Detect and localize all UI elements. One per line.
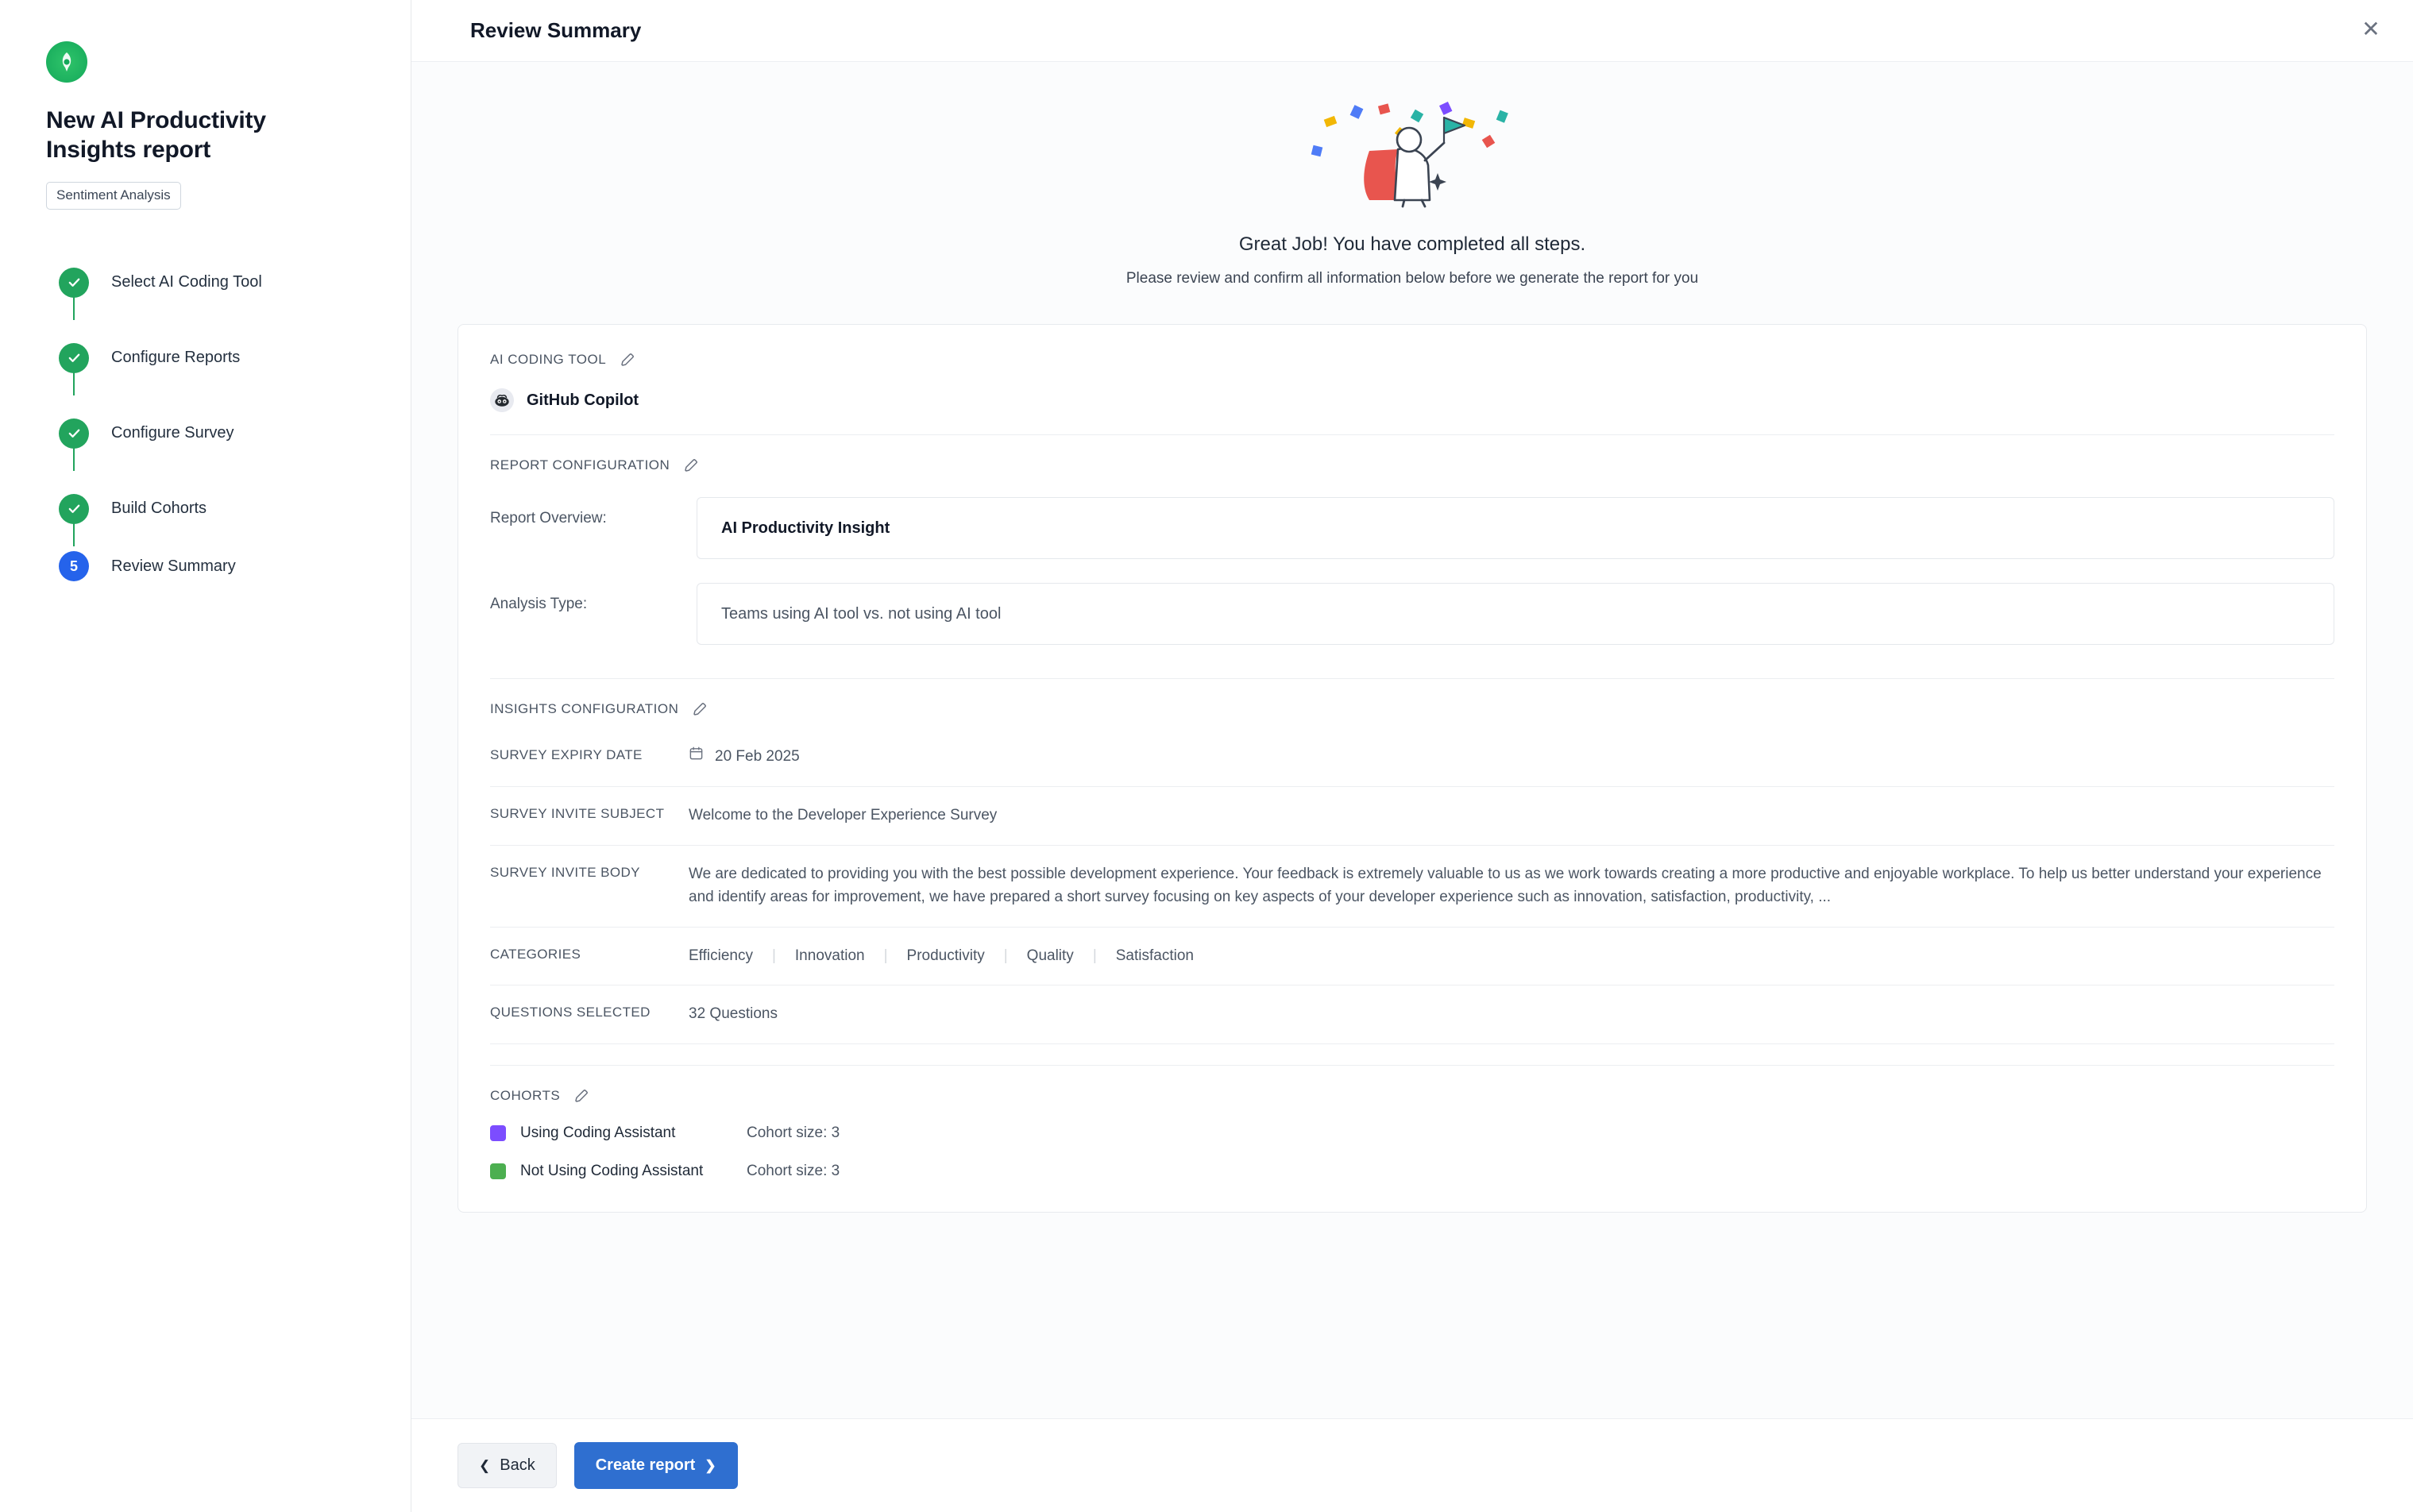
- sidebar-step-build-cohorts[interactable]: [59, 471, 369, 546]
- pencil-icon[interactable]: [692, 701, 708, 717]
- divider: [490, 1065, 2334, 1066]
- close-icon[interactable]: ✕: [2357, 16, 2384, 43]
- survey-invite-subject-row: [490, 787, 2334, 846]
- cohort-size: Cohort size: 3: [747, 1124, 840, 1142]
- sidebar-step-configure-survey[interactable]: [59, 395, 369, 471]
- leaf-logo-icon: [46, 41, 87, 83]
- completion-hero: [411, 62, 2413, 295]
- back-button-label: Back: [500, 1456, 535, 1474]
- divider: |: [1092, 947, 1097, 964]
- category-chip: Productivity: [906, 947, 985, 964]
- insights-configuration-section: [490, 701, 2334, 1066]
- row-key: SURVEY EXPIRY DATE: [490, 747, 643, 762]
- questions-selected-value: 32 Questions: [689, 1005, 778, 1023]
- status-badge: Sentiment Analysis: [46, 182, 181, 210]
- questions-selected-row: [490, 986, 2334, 1044]
- section-label: INSIGHTS CONFIGURATION: [490, 701, 679, 716]
- cohort-size: Cohort size: 3: [747, 1163, 840, 1180]
- report-configuration-section: [490, 457, 2334, 679]
- step-list: [59, 245, 369, 586]
- category-chip: Efficiency: [689, 947, 753, 964]
- field-label: Analysis Type:: [490, 596, 588, 612]
- step-check-icon: [59, 268, 89, 298]
- celebration-illustration: [411, 100, 2413, 210]
- field-label: Report Overview:: [490, 510, 607, 526]
- review-summary-card: [458, 324, 2367, 1213]
- create-report-button-label: Create report: [595, 1456, 696, 1474]
- cohort-item: [490, 1163, 2334, 1180]
- hero-subheading: Please review and confirm all information below before we generate the report for you: [1125, 270, 1699, 287]
- create-report-button[interactable]: [574, 1442, 738, 1489]
- wizard-footer: [411, 1418, 2413, 1512]
- divider: [490, 678, 2334, 679]
- report-overview-row: [490, 497, 2334, 559]
- divider: [490, 434, 2334, 435]
- row-value: [689, 746, 2334, 769]
- ai-coding-tool-section: [490, 352, 2334, 435]
- selected-tool-row: [490, 388, 2334, 412]
- step-number: 5: [59, 551, 89, 581]
- step-label: Review Summary: [111, 557, 236, 575]
- step-check-icon: [59, 418, 89, 449]
- step-label: Configure Survey: [111, 424, 234, 442]
- sidebar-step-configure-reports[interactable]: [59, 320, 369, 395]
- divider: |: [771, 947, 776, 964]
- chevron-left-icon: ❮: [479, 1458, 491, 1473]
- cohort-item: [490, 1124, 2334, 1142]
- row-key: SURVEY INVITE SUBJECT: [490, 805, 665, 821]
- categories-list: [689, 945, 2334, 968]
- row-key: QUESTIONS SELECTED: [490, 1005, 651, 1020]
- main-title: Review Summary: [470, 18, 642, 42]
- section-label: COHORTS: [490, 1088, 561, 1104]
- step-label: Select AI Coding Tool: [111, 273, 262, 291]
- github-copilot-icon: [490, 388, 514, 412]
- calendar-icon: [689, 746, 704, 769]
- survey-expiry-date-value: 20 Feb 2025: [715, 748, 800, 765]
- page-title: New AI Productivity Insights report: [46, 107, 266, 163]
- analysis-type-value: Teams using AI tool vs. not using AI tool: [697, 583, 2334, 645]
- categories-row: [490, 928, 2334, 986]
- step-label: Configure Reports: [111, 349, 241, 367]
- cohort-name: Using Coding Assistant: [520, 1124, 676, 1142]
- step-check-icon: [59, 343, 89, 373]
- divider: |: [1003, 947, 1008, 964]
- divider: |: [883, 947, 888, 964]
- hero-heading: Great Job! You have completed all steps.: [1238, 233, 1586, 255]
- report-overview-value: AI Productivity Insight: [697, 497, 2334, 559]
- content-scroll-area[interactable]: [411, 62, 2413, 1418]
- sidebar-step-review-summary[interactable]: [59, 546, 369, 586]
- chevron-right-icon: ❯: [705, 1458, 716, 1473]
- category-chip: Quality: [1026, 947, 1074, 964]
- analysis-type-row: [490, 583, 2334, 645]
- main-panel: [411, 0, 2413, 1512]
- sidebar: [0, 0, 411, 1512]
- survey-invite-subject-value: Welcome to the Developer Experience Survey: [689, 806, 998, 824]
- pencil-icon[interactable]: [620, 352, 635, 368]
- category-chip: Innovation: [794, 947, 865, 964]
- survey-expiry-date-row: [490, 728, 2334, 787]
- pencil-icon[interactable]: [683, 457, 699, 473]
- survey-invite-body-row: [490, 846, 2334, 928]
- section-label: AI CODING TOOL: [490, 352, 607, 367]
- cohort-name: Not Using Coding Assistant: [520, 1163, 704, 1180]
- step-check-icon: [59, 494, 89, 524]
- survey-invite-body-value: We are dedicated to providing you with the best possible development experience. Your feedback is extremely valuable to us as we work towards creating a more productive and enjoyable workplace. To help us better understand your experience and identify areas for improvement, we have prepared a short survey focusing on key aspects of your developer experience such as innovation, satisfaction, productivity, ...: [689, 865, 2322, 905]
- back-button[interactable]: [458, 1443, 557, 1488]
- step-label: Build Cohorts: [111, 499, 207, 518]
- main-header: [411, 0, 2413, 62]
- sidebar-step-select-ai-coding-tool[interactable]: [59, 245, 369, 320]
- cohort-color-swatch: [490, 1125, 506, 1141]
- category-chip: Satisfaction: [1115, 947, 1194, 964]
- cohorts-section: [490, 1088, 2334, 1180]
- section-label: REPORT CONFIGURATION: [490, 457, 670, 472]
- row-key: CATEGORIES: [490, 946, 581, 962]
- pencil-icon[interactable]: [573, 1088, 589, 1104]
- cohort-color-swatch: [490, 1163, 506, 1179]
- row-key: SURVEY INVITE BODY: [490, 864, 640, 880]
- tool-name: GitHub Copilot: [527, 391, 639, 409]
